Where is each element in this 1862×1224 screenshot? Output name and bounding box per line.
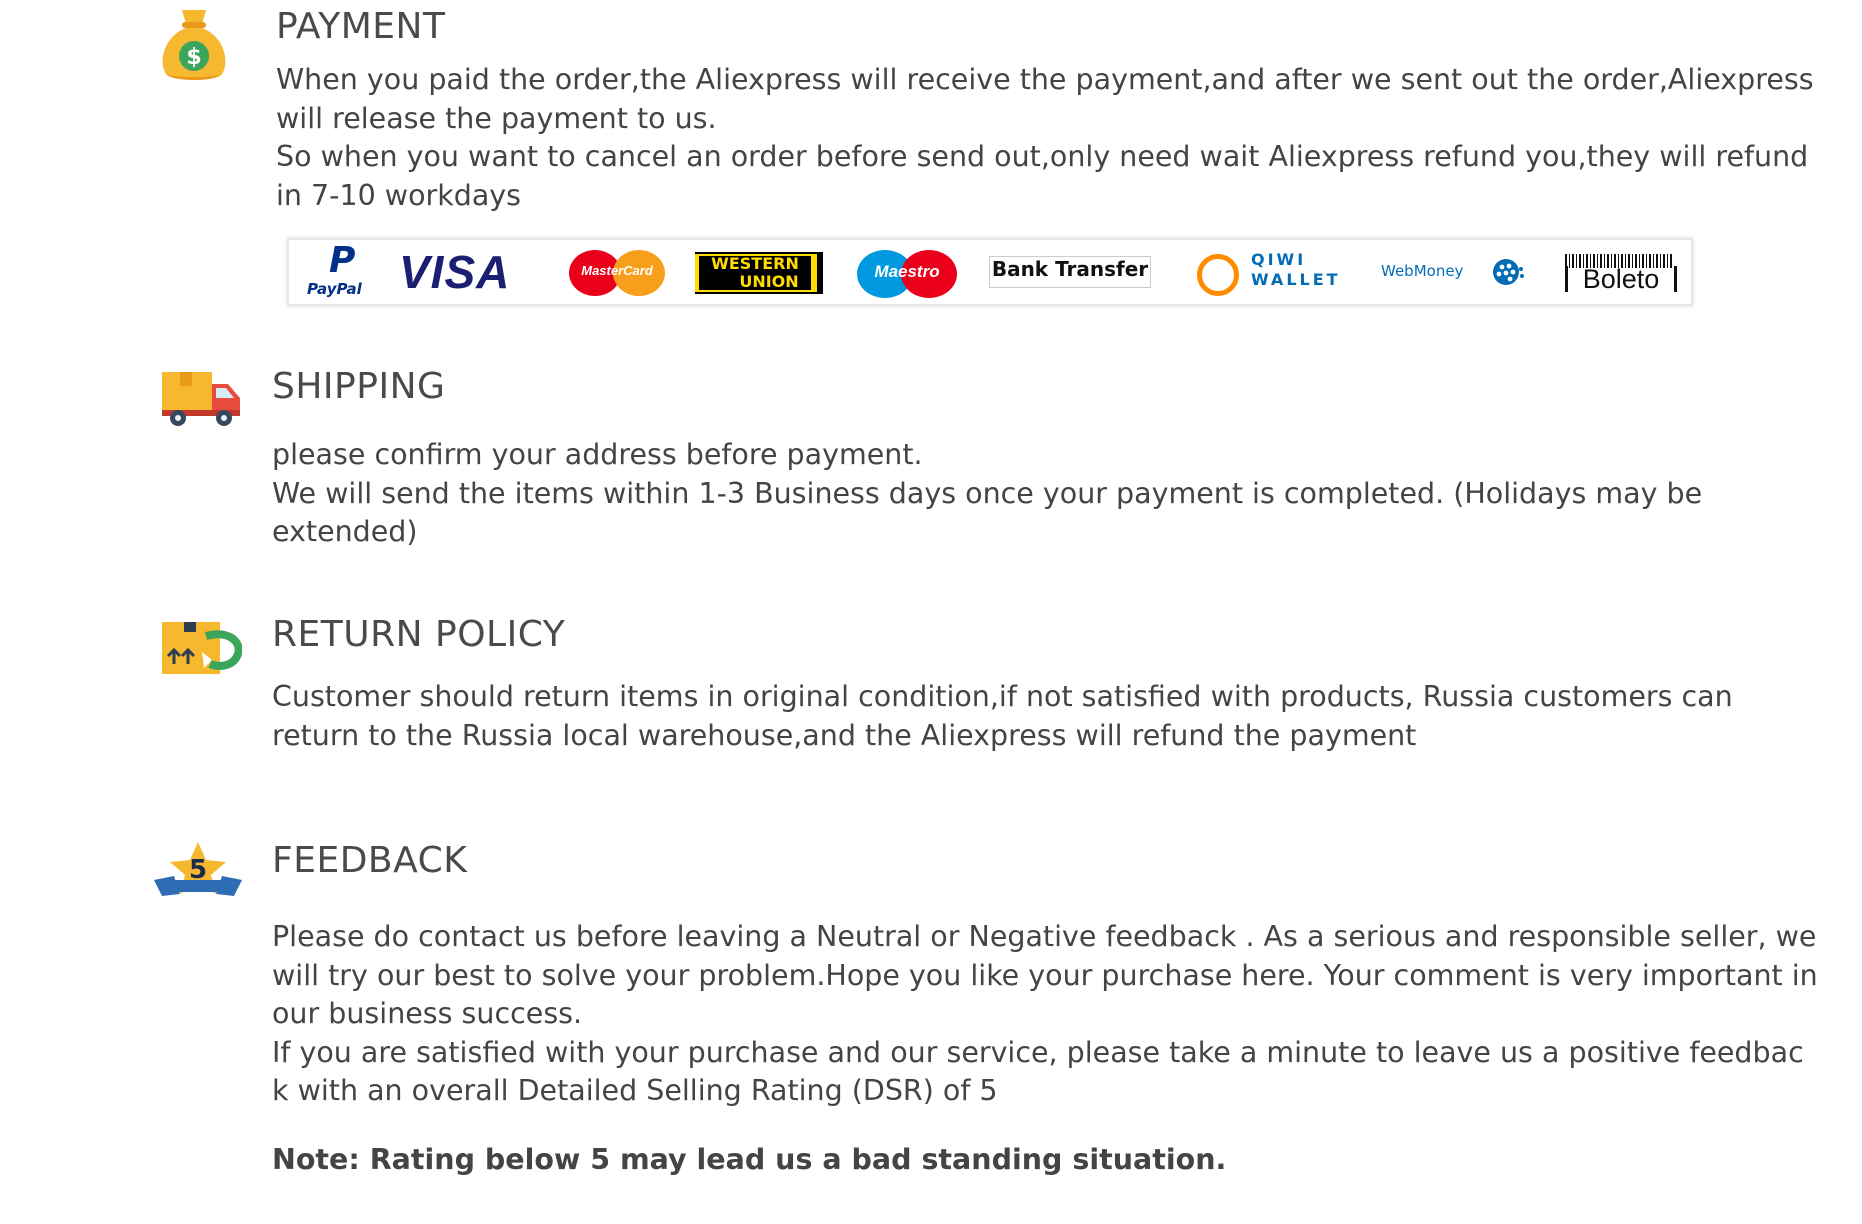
boleto-logo bbox=[1563, 240, 1675, 304]
webmoney-label: WebMoney bbox=[1381, 262, 1464, 280]
boleto-label: Boleto bbox=[1565, 266, 1677, 292]
bank-transfer-logo bbox=[989, 240, 1153, 304]
qiwi-line1: QIWI bbox=[1251, 250, 1307, 269]
svg-text:$: $ bbox=[186, 45, 202, 70]
payment-text bbox=[276, 61, 1826, 215]
shipping-paragraph-2: We will send the items within 1-3 Business days once your payment is completed. (Holidays may be extended) bbox=[272, 476, 1703, 548]
feedback-text bbox=[272, 918, 1822, 1179]
shipping-paragraph-1: please confirm your address before payment. bbox=[272, 438, 923, 471]
return-policy-title: RETURN POLICY bbox=[272, 614, 566, 655]
delivery-truck-icon bbox=[160, 368, 242, 430]
visa-logo: VISA bbox=[399, 246, 511, 298]
maestro-label: Maestro bbox=[874, 262, 940, 281]
feedback-paragraph-2: If you are satisfied with your purchase and our service, please take a minute to leave us a positive feedbac k with an overall Detailed Selling Rating (DSR) of 5 bbox=[272, 1035, 1804, 1107]
maestro-logo bbox=[855, 240, 961, 304]
badge-number: 5 bbox=[188, 855, 208, 885]
bank-transfer-label: Bank Transfer bbox=[989, 256, 1151, 288]
feedback-title: FEEDBACK bbox=[272, 840, 468, 881]
paypal-p-icon: P bbox=[329, 240, 356, 281]
qiwi-line2: WALLET bbox=[1251, 270, 1341, 289]
payment-title: PAYMENT bbox=[276, 6, 446, 47]
payment-paragraph-1: When you paid the order,the Aliexpress will receive the payment,and after we sent out the order,Aliexpress will release the payment to us. bbox=[276, 63, 1814, 135]
western-union-line1: WESTERN bbox=[711, 254, 799, 273]
qiwi-wallet-logo bbox=[1195, 240, 1345, 304]
shipping-title: SHIPPING bbox=[272, 366, 446, 407]
mastercard-label: MasterCard bbox=[581, 263, 653, 278]
feedback-note: Note: Rating below 5 may lead us a bad standing situation. bbox=[272, 1142, 1227, 1176]
payment-methods-banner bbox=[287, 238, 1693, 306]
western-union-line2: UNION bbox=[739, 272, 799, 291]
western-union-logo bbox=[695, 240, 823, 304]
money-bag-icon bbox=[158, 6, 230, 82]
globe-icon bbox=[1491, 257, 1525, 287]
qiwi-circle-icon bbox=[1197, 254, 1239, 296]
five-star-badge-icon bbox=[150, 840, 246, 906]
paypal-logo bbox=[303, 240, 383, 304]
return-policy-text bbox=[272, 678, 1822, 755]
paypal-label: PayPal bbox=[307, 280, 362, 298]
return-box-icon bbox=[160, 616, 242, 678]
webmoney-logo bbox=[1369, 240, 1539, 304]
payment-paragraph-2: So when you want to cancel an order before send out,only need wait Aliexpress refund you,they will refund in 7-10 workdays bbox=[276, 140, 1809, 212]
mastercard-logo bbox=[567, 240, 671, 304]
shipping-text bbox=[272, 436, 1822, 552]
return-policy-paragraph-1: Customer should return items in original condition,if not satisfied with products, Russia customers can return to the Russia local warehouse,and the Aliexpress will refund the payment bbox=[272, 680, 1733, 752]
feedback-paragraph-1: Please do contact us before leaving a Neutral or Negative feedback . As a serious and responsible seller, we will try our best to solve your problem.Hope you like your purchase here. Your comment is very important in our business success. bbox=[272, 920, 1818, 1030]
